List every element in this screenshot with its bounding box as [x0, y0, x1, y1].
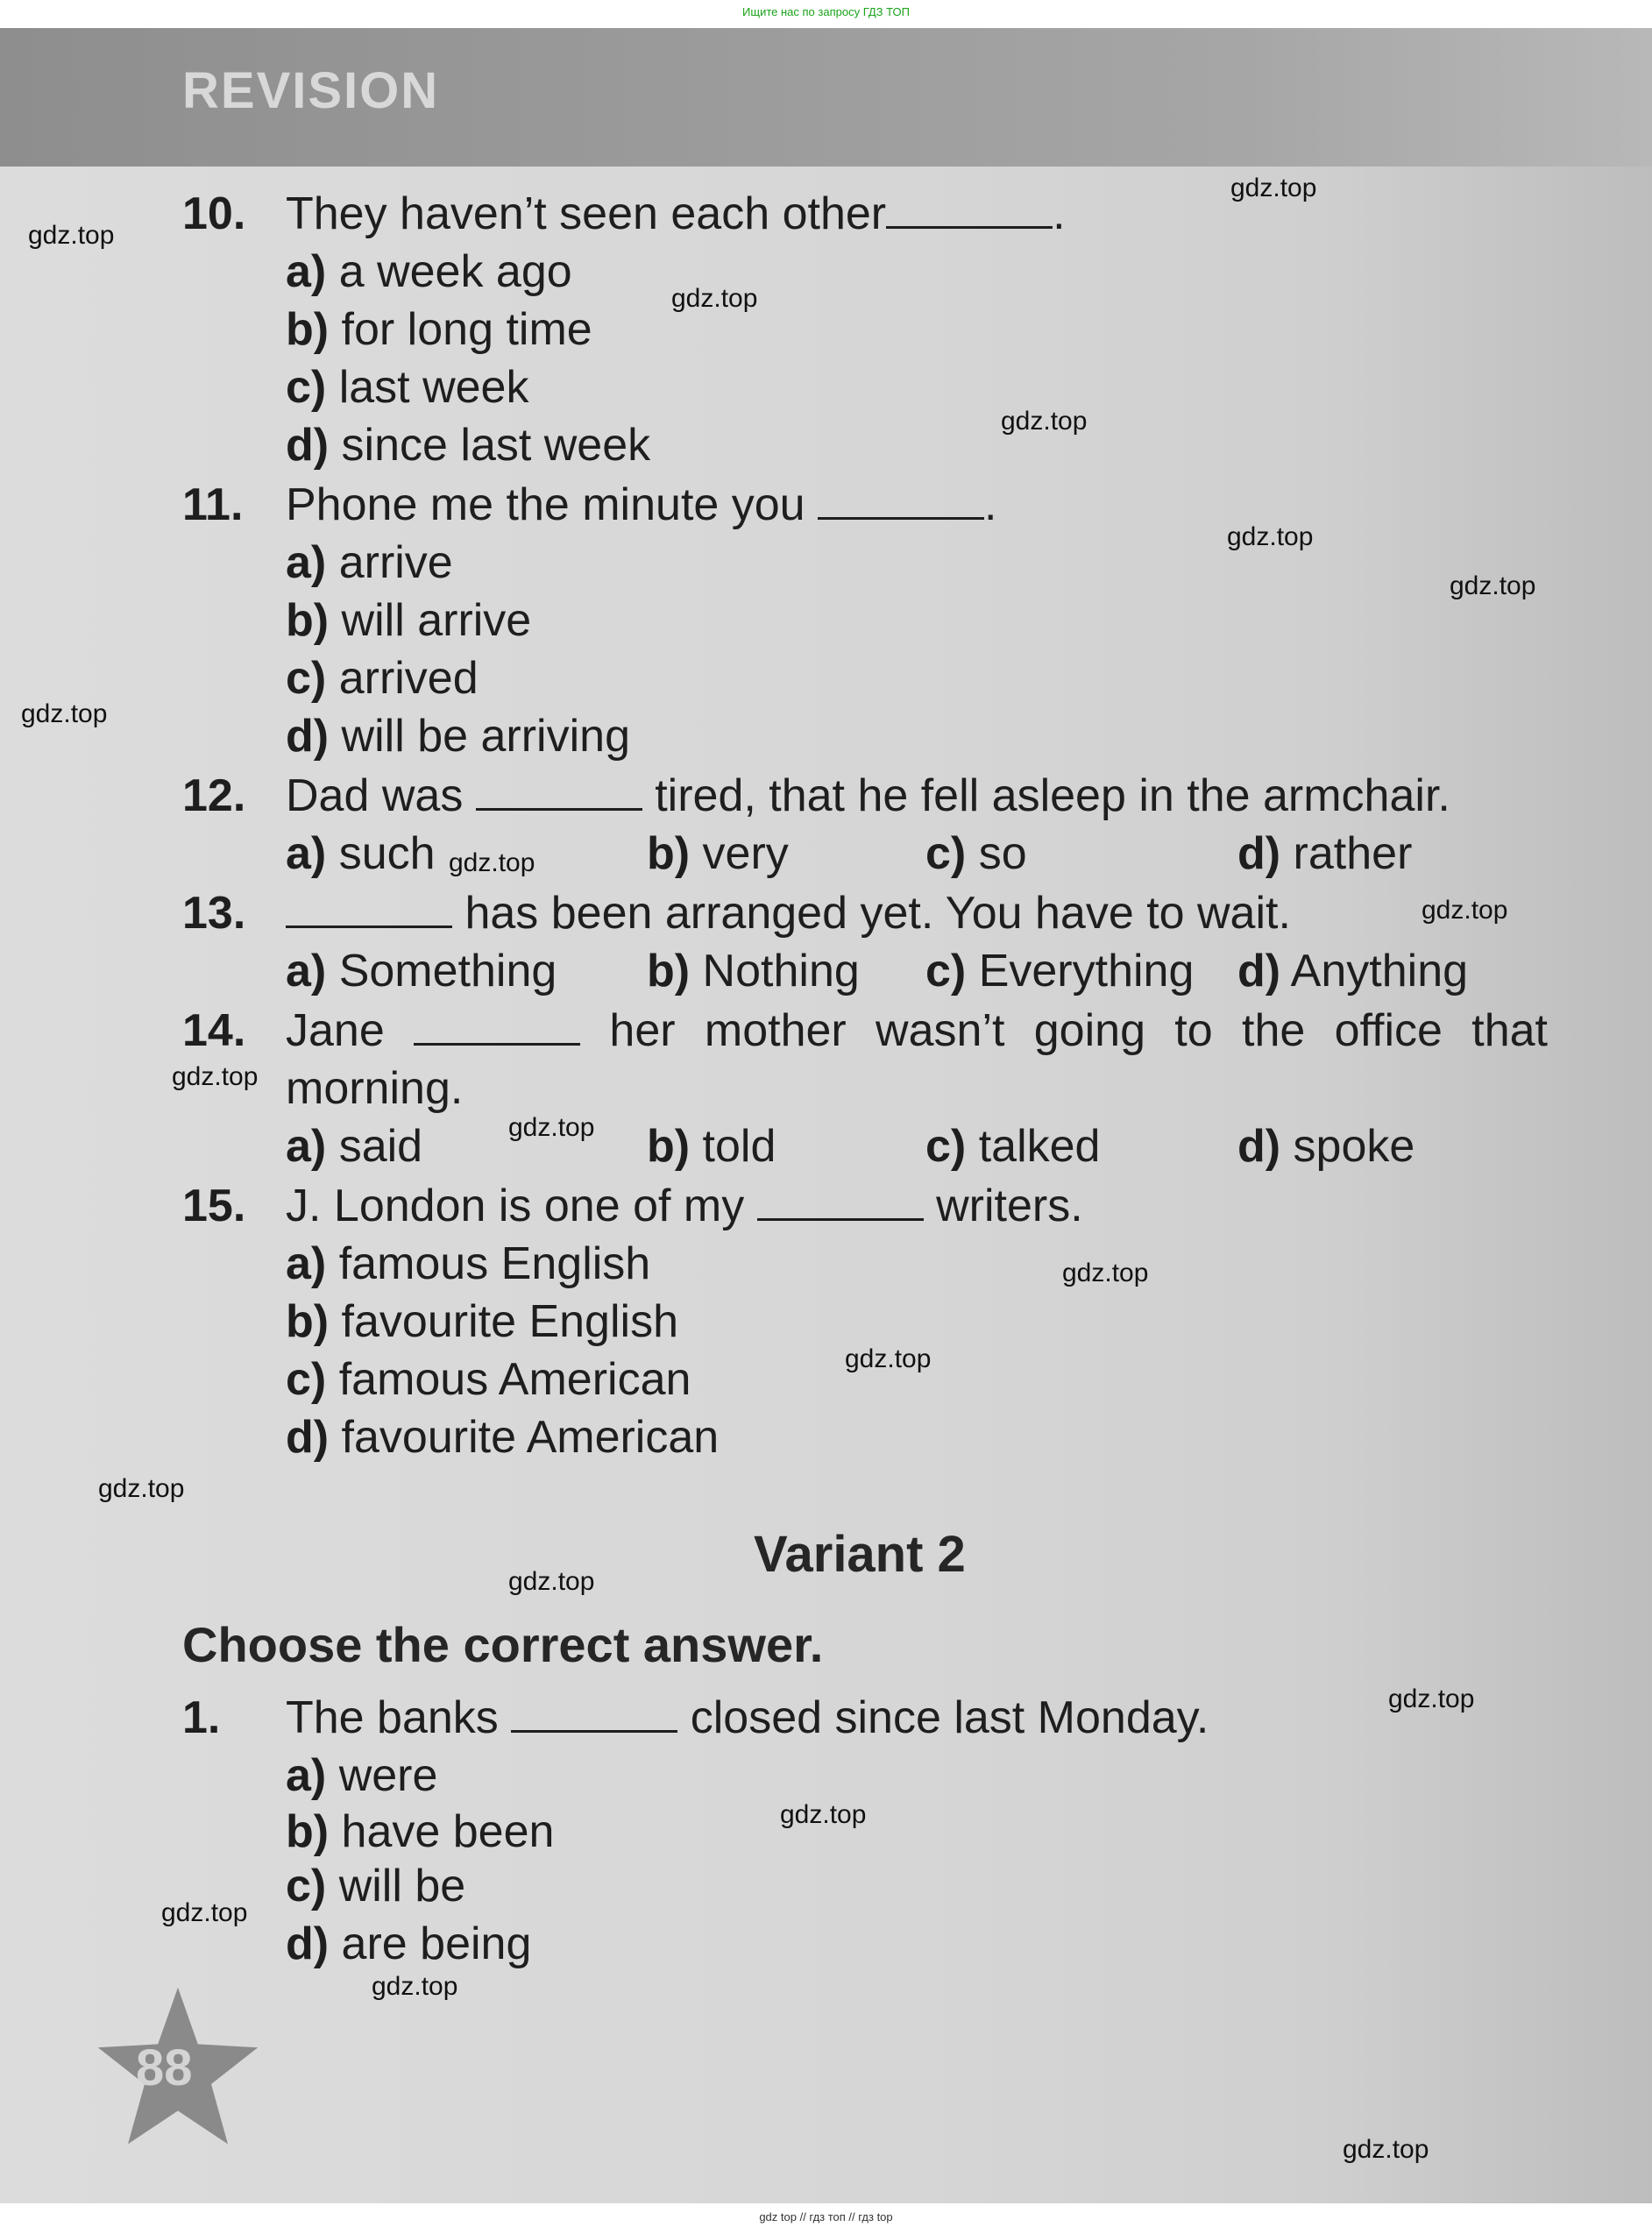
stem-text: writers. [936, 1181, 1083, 1231]
question-number: 14. [182, 1005, 246, 1056]
watermark: gdz.top [1001, 407, 1088, 436]
watermark: gdz.top [21, 699, 108, 728]
page-number: 88 [136, 2039, 193, 2096]
watermark: gdz.top [449, 848, 535, 877]
option-letter: a) [286, 537, 327, 588]
stem-text: closed since last Monday. [690, 1692, 1209, 1743]
answer-blank [476, 773, 642, 811]
watermark: gdz.top [1343, 2135, 1429, 2164]
stem-text: J. London is one of my [286, 1181, 745, 1231]
option [286, 594, 531, 647]
option [286, 827, 436, 880]
question-stem [286, 1004, 1548, 1057]
watermark: gdz.top [508, 1113, 595, 1142]
option-letter: c) [286, 362, 327, 413]
watermark: gdz.top [1450, 571, 1536, 600]
option-text: Something [338, 946, 557, 996]
question-stem [286, 769, 1450, 822]
option-letter: b) [286, 1806, 330, 1857]
option-text: a week ago [338, 246, 572, 297]
option-text: rather [1293, 828, 1413, 879]
option-text: talked [978, 1121, 1101, 1172]
option [286, 945, 557, 997]
option-text: arrived [338, 653, 479, 704]
option-letter: a) [286, 946, 327, 996]
option-text: favourite English [341, 1296, 678, 1347]
instruction-heading: Choose the correct answer. [182, 1617, 824, 1672]
section-header-band [0, 28, 1652, 167]
watermark: gdz.top [780, 1800, 867, 1829]
section-header: REVISION [182, 62, 440, 119]
option [647, 1120, 776, 1173]
watermark: gdz.top [845, 1344, 932, 1373]
option-letter: a) [286, 828, 327, 879]
option-letter: c) [286, 653, 327, 704]
option-text: told [702, 1121, 776, 1172]
question-stem-continued: morning. [286, 1063, 464, 1114]
top-note: Ищите нас по запросу ГДЗ ТОП [742, 5, 910, 18]
option-letter: a) [286, 1121, 327, 1172]
watermark: gdz.top [1388, 1684, 1475, 1713]
option-letter: c) [925, 946, 967, 996]
question-stem [286, 887, 1291, 940]
watermark: gdz.top [1227, 522, 1314, 551]
bottom-note: gdz top // гдз топ // гдз top [759, 2210, 893, 2223]
watermark: gdz.top [508, 1567, 595, 1596]
stem-text: Dad was [286, 770, 464, 821]
watermark: gdz.top [172, 1062, 259, 1091]
option [286, 1295, 678, 1348]
option-text: such [338, 828, 436, 879]
stem-text: has been arranged yet. You have to wait. [464, 888, 1291, 939]
option-letter: d) [286, 1412, 330, 1463]
option-text: have been [341, 1806, 555, 1857]
option [286, 245, 572, 298]
option-letter: d) [1237, 828, 1281, 879]
option-letter: b) [647, 828, 691, 879]
option-text: arrive [338, 537, 453, 588]
option-text: since last week [341, 420, 651, 471]
answer-blank [886, 191, 1053, 229]
watermark: gdz.top [671, 284, 758, 313]
option [286, 1860, 465, 1912]
option-text: Anything [1290, 946, 1469, 996]
option-text: Everything [978, 946, 1195, 996]
question-number: 13. [182, 888, 246, 939]
option [925, 945, 1194, 997]
option-letter: d) [286, 711, 330, 762]
option-text: for long time [341, 304, 592, 355]
option [286, 1238, 650, 1290]
option-text: very [702, 828, 789, 879]
stem-text: They haven’t seen each other [286, 188, 887, 239]
option-letter: b) [647, 946, 691, 996]
answer-blank [286, 890, 452, 928]
question-number: 1. [182, 1692, 221, 1743]
option [286, 419, 650, 472]
question-number: 12. [182, 770, 246, 821]
stem-text: her mother wasn’t going to the office that [609, 1005, 1548, 1056]
variant-title: Variant 2 [754, 1526, 966, 1583]
answer-blank [757, 1183, 924, 1221]
watermark: gdz.top [1422, 896, 1508, 925]
option-text: so [978, 828, 1027, 879]
option [925, 827, 1027, 880]
option [286, 303, 592, 356]
workbook-page [0, 28, 1652, 2203]
option-letter: b) [647, 1121, 691, 1172]
option-letter: c) [925, 828, 967, 879]
option-text: favourite American [341, 1412, 720, 1463]
option [286, 1805, 554, 1858]
option-text: famous English [338, 1238, 651, 1289]
option [647, 827, 789, 880]
watermark: gdz.top [372, 1972, 458, 2001]
option-letter: b) [286, 1296, 330, 1347]
option-letter: b) [286, 304, 330, 355]
option [286, 361, 528, 414]
answer-blank [511, 1695, 677, 1733]
option-letter: a) [286, 1238, 327, 1289]
option-letter: c) [925, 1121, 967, 1172]
option [286, 1120, 422, 1173]
stem-text: . [984, 479, 997, 530]
option [286, 1411, 719, 1464]
watermark: gdz.top [1230, 174, 1317, 202]
option-text: last week [338, 362, 529, 413]
option [286, 710, 630, 762]
option-text: Nothing [702, 946, 860, 996]
option-letter: a) [286, 246, 327, 297]
answer-blank [818, 482, 984, 520]
option-letter: d) [286, 420, 330, 471]
option-letter: b) [286, 595, 330, 646]
stem-text: . [1053, 188, 1066, 239]
option-letter: c) [286, 1354, 327, 1405]
option-letter: d) [1237, 946, 1281, 996]
option [286, 652, 479, 705]
option-text: will arrive [341, 595, 532, 646]
option-text: will be [338, 1861, 466, 1911]
question-number: 15. [182, 1181, 246, 1231]
question-stem [286, 188, 1066, 240]
option [925, 1120, 1100, 1173]
option-text: said [338, 1121, 423, 1172]
watermark: gdz.top [1062, 1259, 1149, 1287]
question-number: 11. [182, 479, 244, 530]
question-stem [286, 1180, 1083, 1232]
stem-text: tired, that he fell asleep in the armchair. [655, 770, 1450, 821]
watermark: gdz.top [161, 1898, 248, 1927]
option [1237, 827, 1412, 880]
stem-text: The banks [286, 1692, 499, 1743]
option [286, 536, 453, 589]
question-stem [286, 1691, 1209, 1744]
option-letter: d) [286, 1918, 330, 1969]
answer-blank [414, 1008, 580, 1046]
option-letter: a) [286, 1750, 327, 1801]
option-text: famous American [338, 1354, 691, 1405]
option-letter: c) [286, 1861, 327, 1911]
option [647, 945, 860, 997]
option [286, 1749, 437, 1802]
watermark: gdz.top [28, 221, 115, 250]
option [286, 1353, 691, 1406]
question-stem [286, 479, 997, 531]
option-text: are being [341, 1918, 532, 1969]
option [1237, 945, 1468, 997]
watermark: gdz.top [98, 1474, 185, 1503]
option-text: spoke [1293, 1121, 1415, 1172]
option-text: were [338, 1750, 438, 1801]
option [1237, 1120, 1414, 1173]
option-letter: d) [1237, 1121, 1281, 1172]
question-number: 10. [182, 188, 246, 239]
option-text: will be arriving [341, 711, 630, 762]
stem-text: Phone me the minute you [286, 479, 805, 530]
stem-text: Jane [286, 1005, 385, 1056]
option [286, 1918, 531, 1970]
